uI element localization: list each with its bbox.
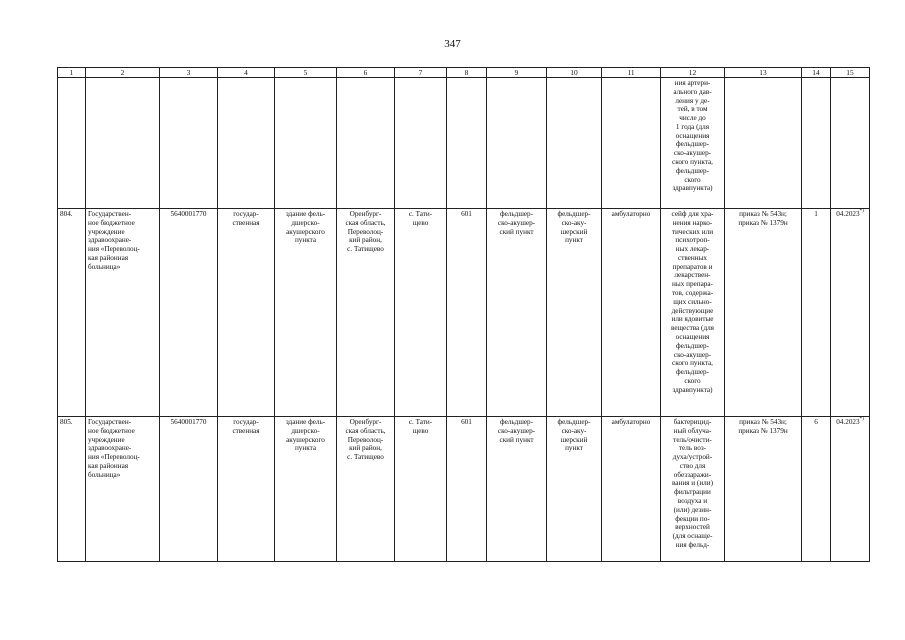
column-number: 10	[547, 68, 602, 78]
equipment-cell: ния артери- ального дав- ления у де- тей, в том числе до 1 года (для оснащения фельдшер- ско-акушер- ского пункта, фельдшер- ского здравпункта)	[661, 78, 725, 209]
care-cell: амбулаторно	[602, 209, 661, 417]
unit-cell: фельдшер- ско-акушер- ский пункт	[487, 209, 547, 417]
date-cell	[831, 417, 870, 562]
table-row	[58, 417, 870, 562]
care-cell: амбулаторно	[602, 417, 661, 562]
quantity-cell: 6	[802, 417, 831, 562]
page-number: 347	[444, 38, 461, 50]
settlement-cell: с. Тати- щево	[395, 417, 447, 562]
unit-cell: фельдшер- ско-акушер- ский пункт	[487, 417, 547, 562]
date-cell	[831, 209, 870, 417]
registry-table	[57, 67, 870, 562]
column-number: 1	[58, 68, 86, 78]
quantity-cell: 1	[802, 209, 831, 417]
code-cell: 601	[447, 417, 487, 562]
column-number: 5	[275, 68, 337, 78]
column-number: 11	[602, 68, 661, 78]
ownership-cell: государ- ственная	[218, 417, 275, 562]
column-number: 6	[337, 68, 395, 78]
equipment-cell: бактерицид- ный облуча- тель/очисти- тель воз- духа/устрой- ство для обеззаражи- вания и (или) фильтрации воздуха и (или) дезин- фекции по- верхностей (для оснаще- ния фельд-	[661, 417, 725, 562]
equipment-cell: сейф для хра- нения нарко- тических или психотроп- ных лекар- ственных препаратов и лекарствен- ных препара- тов, содержа- щих сильно- действующие или ядовитые вещества (для оснащения фельдшер- ско-акушер- ского пункта, фельдшер- ского здравпункта)	[661, 209, 725, 417]
date-value: 04.2023	[836, 210, 860, 218]
column-number: 3	[160, 68, 218, 78]
address-cell: Оренбург- ская область, Переволоц- кий район, с. Татищево	[337, 417, 395, 562]
inn-cell: 5640001770	[160, 417, 218, 562]
column-number: 14	[802, 68, 831, 78]
date-value: 04.2023	[836, 418, 860, 426]
building-cell: здание фель- дшерско- акушерского пункта	[275, 209, 337, 417]
organization-cell: Государствен- ное бюджетное учреждение здравоохране- ния «Переволоц- кая районная больница»	[86, 417, 160, 562]
column-number: 9	[487, 68, 547, 78]
row-number: 804.	[58, 209, 86, 417]
unit-type-cell: фельдшер- ско-аку- шерский пункт	[547, 417, 602, 562]
column-number: 12	[661, 68, 725, 78]
date-footnote: *)	[859, 209, 864, 214]
continuation-row	[58, 78, 870, 209]
unit-type-cell: фельдшер- ско-аку- шерский пункт	[547, 209, 602, 417]
column-number: 7	[395, 68, 447, 78]
table-row	[58, 209, 870, 417]
column-number: 15	[831, 68, 870, 78]
ownership-cell: государ- ственная	[218, 209, 275, 417]
date-footnote: *)	[859, 417, 864, 422]
order-cell: приказ № 543н; приказ № 1379н	[725, 209, 802, 417]
order-cell: приказ № 543н; приказ № 1379н	[725, 417, 802, 562]
row-number: 805.	[58, 417, 86, 562]
column-number: 4	[218, 68, 275, 78]
building-cell: здание фель- дшерско- акушерского пункта	[275, 417, 337, 562]
column-number: 2	[86, 68, 160, 78]
address-cell: Оренбург- ская область, Переволоц- кий район, с. Татищево	[337, 209, 395, 417]
column-number-row	[58, 68, 870, 78]
inn-cell: 5640001770	[160, 209, 218, 417]
column-number: 8	[447, 68, 487, 78]
code-cell: 601	[447, 209, 487, 417]
settlement-cell: с. Тати- щево	[395, 209, 447, 417]
organization-cell: Государствен- ное бюджетное учреждение здравоохране- ния «Переволоц- кая районная больница»	[86, 209, 160, 417]
column-number: 13	[725, 68, 802, 78]
